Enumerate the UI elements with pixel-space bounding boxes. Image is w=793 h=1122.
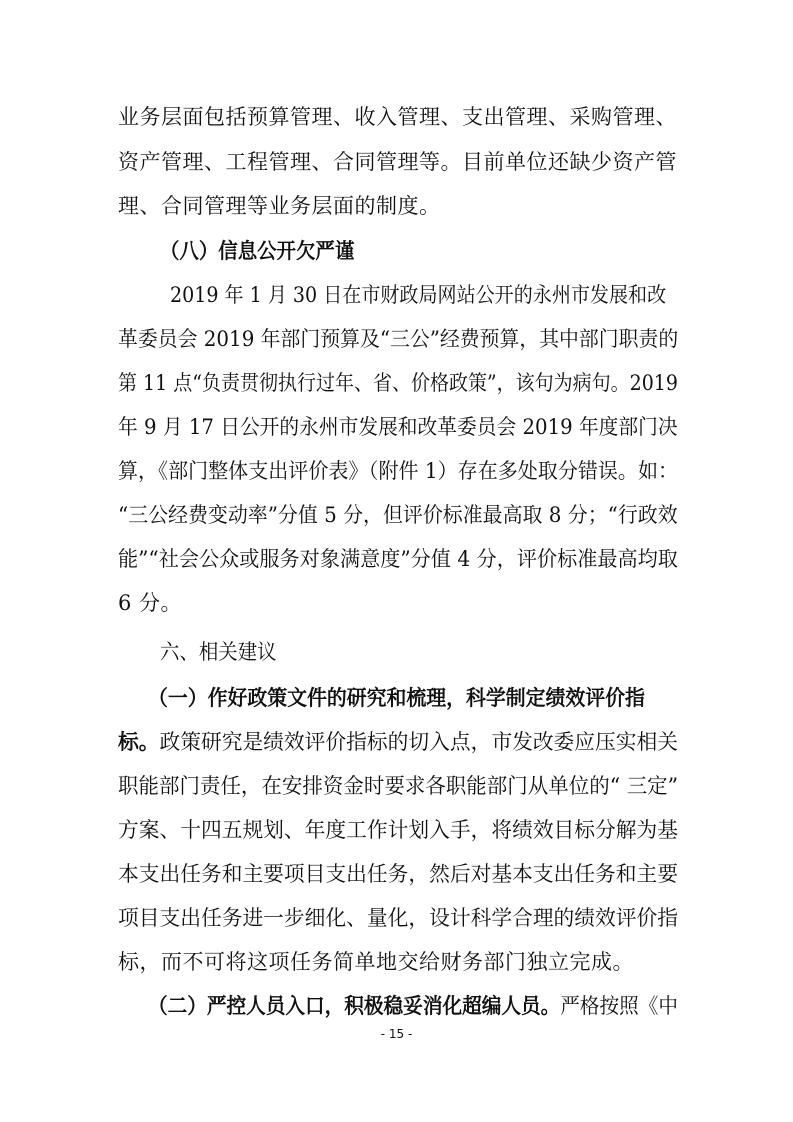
body-text: 政策研究是绩效评价指标的切入点，市发改委应压实相关: [159, 730, 679, 754]
section-heading: [160, 637, 678, 667]
text-line: [118, 544, 678, 574]
body-text: 理、合同管理等业务层面的制度。: [118, 194, 441, 218]
body-text: 六、相关建议: [160, 640, 277, 664]
text-line: [118, 456, 679, 486]
text-line: [118, 102, 678, 132]
body-text: 本支出任务和主要项目支出任务，然后对基本支出任务和主要: [118, 862, 678, 886]
body-text: 年 9 月 17 日公开的永州市发展和改革委员会 2019 年度部门决: [118, 415, 678, 439]
body-text: 2019 年 1 月 30 日在市财政局网站公开的永州市发展和改: [170, 283, 667, 307]
text-line: [118, 412, 678, 442]
text-line: [118, 815, 678, 845]
text-line: [170, 280, 678, 310]
text-line: [118, 771, 679, 801]
bold-text: （八）信息公开欠严谨: [160, 238, 355, 263]
text-line: [118, 727, 679, 757]
text-line: [118, 903, 678, 933]
bold-text: （二）严控人员入口，积极稳妥消化超编人员。: [148, 993, 561, 1018]
text-line: [118, 147, 678, 177]
body-text: 业务层面包括预算管理、收入管理、支出管理、采购管理、: [118, 105, 677, 129]
text-line: [118, 947, 678, 977]
body-text: 革委员会 2019 年部门预算及“三公”经费预算，其中部门职责的: [118, 327, 679, 351]
bold-text: 标。: [118, 729, 160, 754]
body-text: 标，而不可将这项任务简单地交给财务部门独立完成。: [118, 950, 634, 974]
text-line: [118, 368, 678, 398]
section-heading: [160, 236, 678, 266]
text-line: [118, 324, 679, 354]
body-text: 资产管理、工程管理、合同管理等。目前单位还缺少资产管: [118, 150, 677, 174]
body-text: “三公经费变动率”分值 5 分，但评价标准最高取 8 分；“行政效: [118, 503, 678, 527]
subsection-heading: [148, 991, 678, 1021]
body-text: 方案、十四五规划、年度工作计划入手，将绩效目标分解为基: [118, 818, 678, 842]
text-line: [118, 191, 678, 221]
body-text: 严格按照《中: [560, 994, 678, 1018]
body-text: 能”“社会公众或服务对象满意度”分值 4 分，评价标准最高均取: [118, 547, 678, 571]
body-text: 第 11 点“负责贯彻执行过年、省、价格政策”，该句为病句。2019: [118, 371, 678, 395]
subsection-heading: [148, 683, 678, 713]
text-line: [118, 859, 678, 889]
text-line: [118, 588, 678, 618]
body-text: 6 分。: [118, 591, 183, 615]
body-text: 职能部门责任，在安排资金时要求各职能部门从单位的“ 三定”: [118, 774, 679, 798]
page-number: - 15 -: [380, 1027, 413, 1041]
bold-text: （一）作好政策文件的研究和梳理，科学制定绩效评价指: [148, 685, 645, 710]
body-text: 算，《部门整体支出评价表》（附件 1）存在多处取分错误。如：: [118, 459, 679, 483]
body-text: 项目支出任务进一步细化、量化，设计科学合理的绩效评价指: [118, 906, 678, 930]
text-line: [118, 500, 678, 530]
